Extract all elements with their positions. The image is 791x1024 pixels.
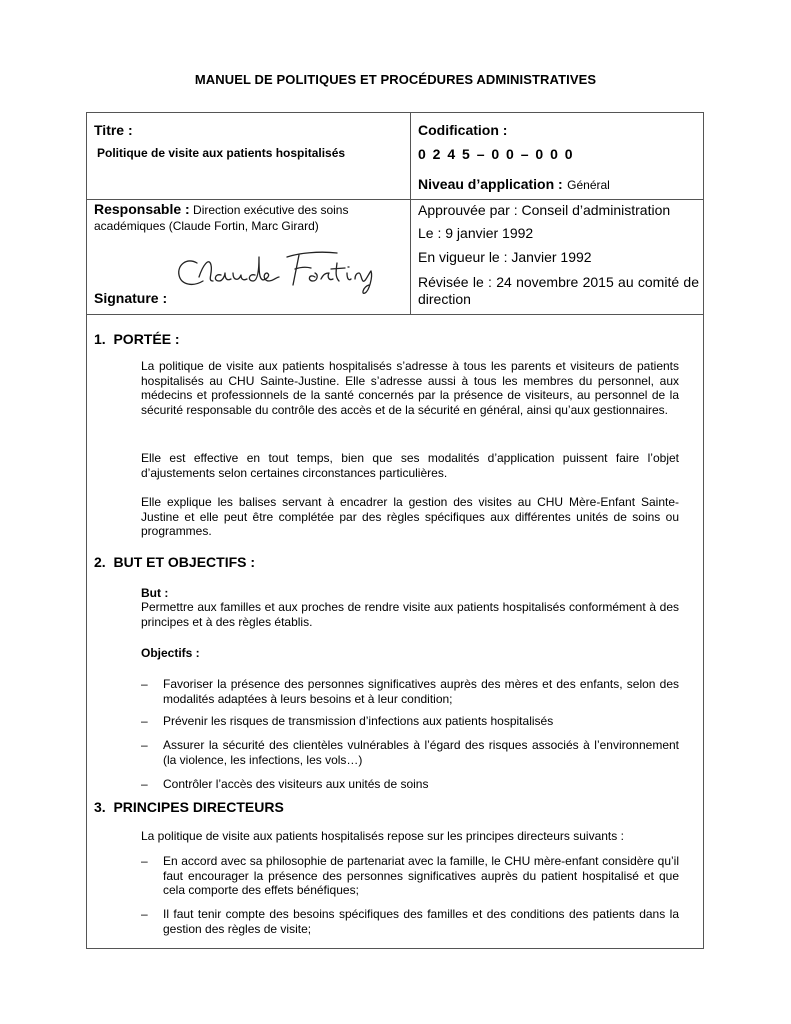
objectif-item [141,714,679,729]
bullet-dash: – [141,777,148,791]
principe-item [141,907,679,936]
en-vigueur: En vigueur le : Janvier 1992 [418,249,592,265]
titre-value: Politique de visite aux patients hospitalisés [97,146,346,160]
bullet-dash: – [141,907,148,921]
section-1-label: PORTÉE : [113,331,180,347]
objectif-text: Assurer la sécurité des clientèles vulnérables à l’égard des risques associés à l’environnement (la violence, les infections, les vols…) [163,738,679,767]
signature-label: Signature : [94,290,168,306]
section-1-title [94,331,180,347]
bullet-dash: – [141,677,148,691]
header-divider-1 [87,199,703,200]
objectif-text: Contrôler l’accès des visiteurs aux unités de soins [163,777,429,791]
objectifs-label: Objectifs : [141,646,200,660]
but-label: But : [141,586,169,600]
bullet-dash: – [141,738,148,752]
but-text: Permettre aux familles et aux proches de rendre visite aux patients hospitalisés conformément à des principes et à des règles établis. [141,600,679,629]
objectif-text: Prévenir les risques de transmission d’infections aux patients hospitalisés [163,714,554,728]
principe-text: En accord avec sa philosophie de partenariat avec la famille, le CHU mère-enfant considère qu’il faut encourager la présence des personnes significatives auprès du patient hospitalisé et que cela comporte des effets bénéfiques; [163,854,679,898]
section-2-number: 2. [94,554,106,570]
niveau-label: Niveau d’application : [418,176,563,192]
principe-text: Il faut tenir compte des besoins spécifiques des familles et des conditions des patients dans la gestion des règles de visite; [163,907,679,936]
section-3-label: PRINCIPES DIRECTEURS [113,799,284,815]
codification-value: 0 2 4 5 – 0 0 – 0 0 0 [418,146,575,162]
portee-paragraph-3: Elle explique les balises servant à encadrer la gestion des visites au CHU Mère-Enfant Sainte-Justine et elle peut être complétée par des règles spécifiques aux différentes unités de soins ou programmes. [141,495,679,539]
responsable-value: Direction exécutive des soins académiques (Claude Fortin, Marc Girard) [94,203,349,233]
principes-intro: La politique de visite aux patients hospitalisés repose sur les principes directeurs suivants : [141,829,624,843]
section-3-title [94,799,284,815]
objectif-item [141,738,679,767]
page-title: MANUEL DE POLITIQUES ET PROCÉDURES ADMINISTRATIVES [194,72,597,87]
objectif-item [141,777,679,792]
niveau-value: Général [567,178,610,192]
date-le: Le : 9 janvier 1992 [418,225,534,241]
header-divider-2 [87,314,703,315]
objectif-item [141,677,679,706]
section-1-number: 1. [94,331,106,347]
portee-paragraph-1: La politique de visite aux patients hospitalisés s’adresse à tous les parents et visiteurs de patients hospitalisés au CHU Sainte-Justine. Elle s’adresse aussi à tous les membres du personnel, aux médecins et professionnels de la santé concernés par la présence de visiteurs, au personnel de la sécurité responsable du contrôle des accès et de la sécurité en général, ainsi qu’aux gestionnaires. [141,359,679,417]
revisee: Révisée le : 24 novembre 2015 au comité de direction [418,274,699,307]
approuvee-par: Approuvée par : Conseil d’administration [418,202,671,218]
section-3-number: 3. [94,799,106,815]
titre-label: Titre : [94,122,133,138]
responsable-label: Responsable : [94,201,190,217]
niveau-application [418,176,610,194]
responsable-block [94,201,394,234]
header-column-divider [410,113,411,314]
portee-paragraph-2: Elle est effective en tout temps, bien que ses modalités d’application puissent faire l’objet d’ajustements selon certaines circonstances particulières. [141,451,679,480]
bullet-dash: – [141,714,148,728]
section-2-label: BUT ET OBJECTIFS : [113,554,256,570]
document-frame [86,112,704,949]
section-2-title [94,554,255,570]
objectif-text: Favoriser la présence des personnes significatives auprès des mères et des enfants, selon des modalités adaptées à leurs besoins et à leur condition; [163,677,679,706]
principe-item [141,854,679,898]
bullet-dash: – [141,854,148,868]
codification-label: Codification : [418,122,508,138]
signature-image [169,243,385,303]
